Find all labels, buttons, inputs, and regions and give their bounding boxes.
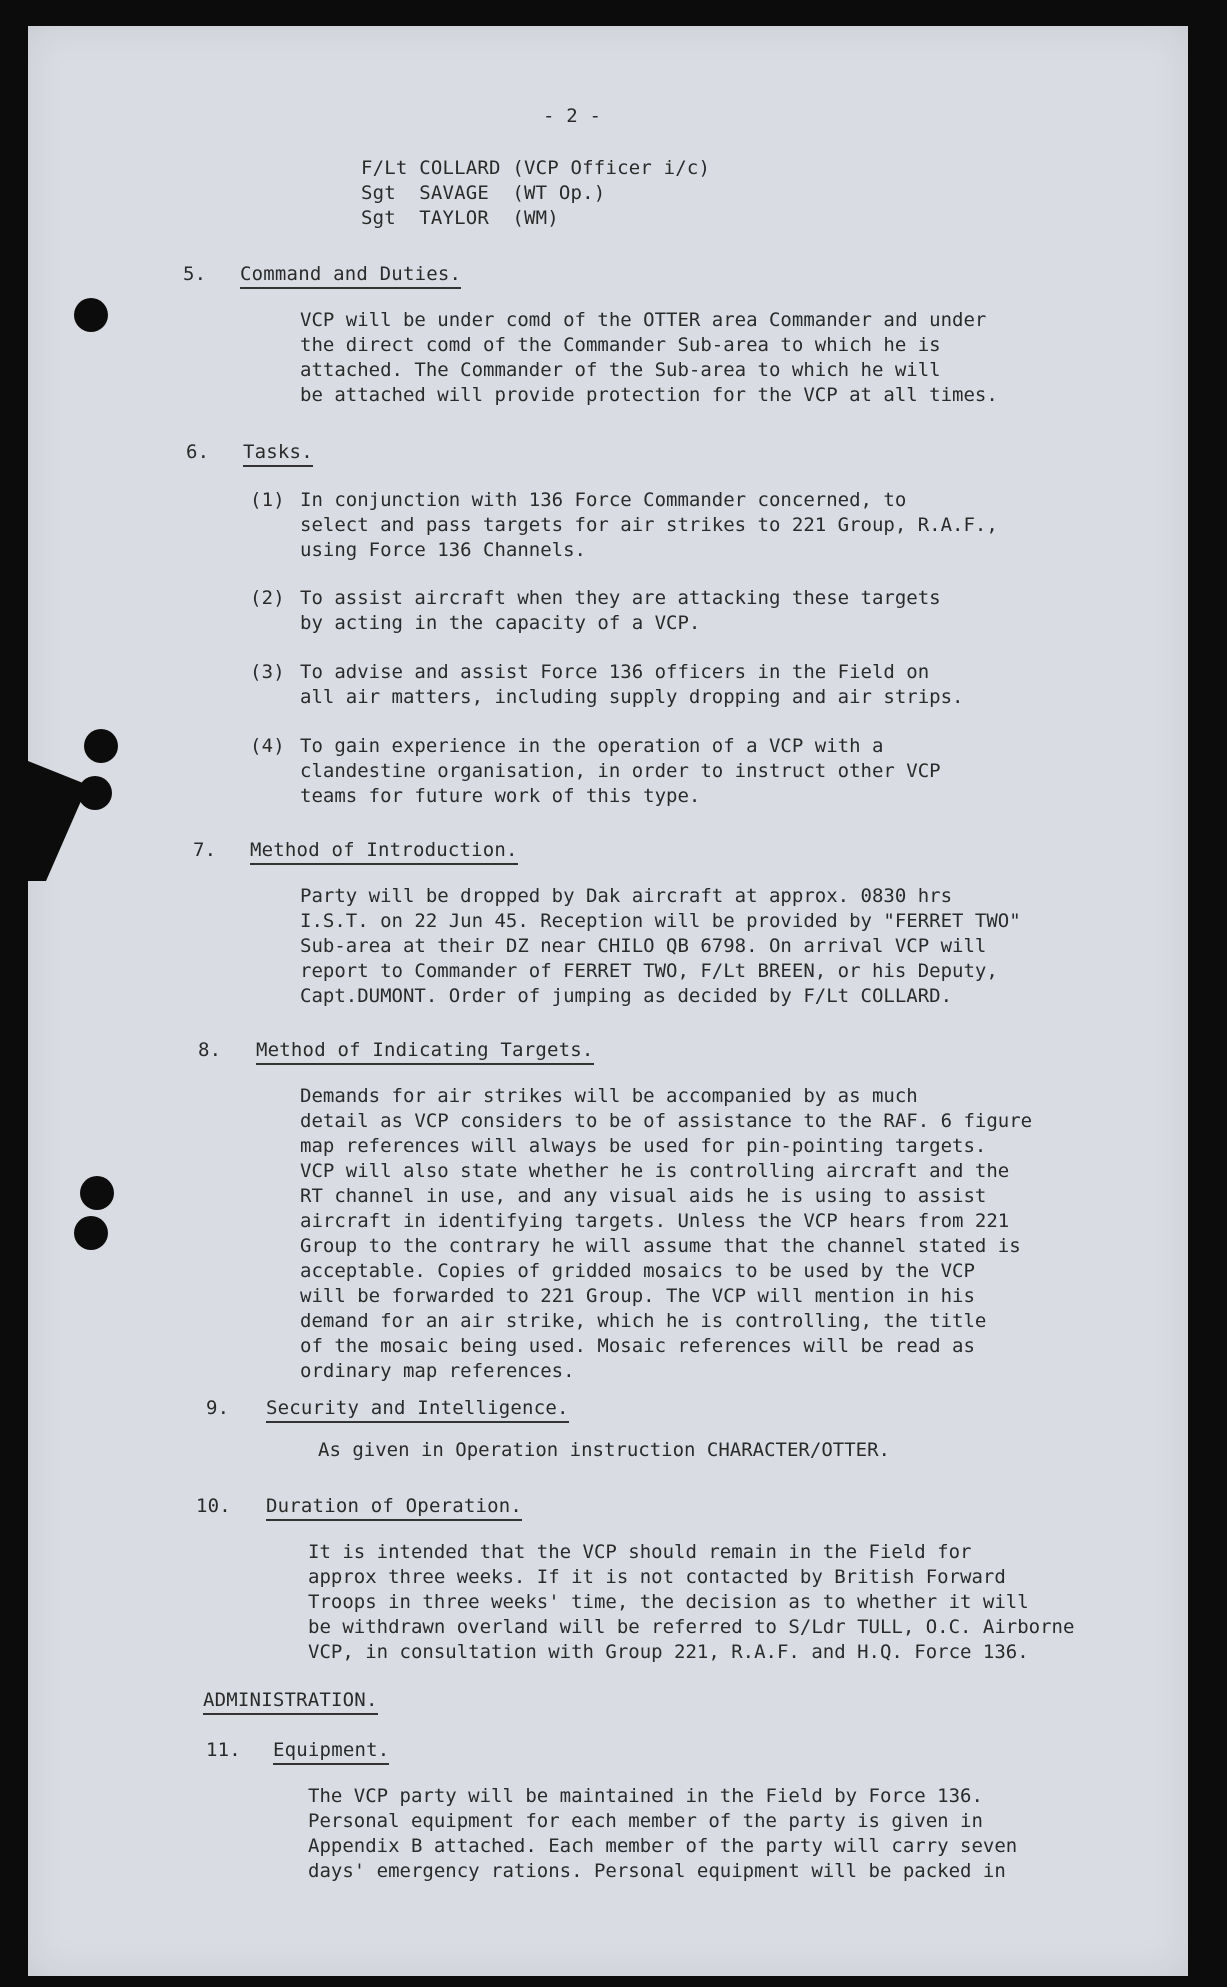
section-number: 9. <box>206 1397 230 1419</box>
task-text: To advise and assist Force 136 officers in the Field on all air matters, including supply dropping and air strips. <box>300 661 964 708</box>
section-title: Method of Indicating Targets. <box>256 1038 594 1063</box>
punch-hole <box>84 729 118 763</box>
section-body: VCP will be under comd of the OTTER area Commander and under the direct comd of the Commander Sub-area to which he is attached. The Commander of the Sub-area to which he will be attached will provide protection for the VCP at all times. <box>300 309 998 406</box>
section-number: 11. <box>206 1739 241 1761</box>
section-body: As given in Operation instruction CHARACTER/OTTER. <box>318 1439 890 1461</box>
task-number: (4) <box>250 735 285 757</box>
punch-hole <box>74 1216 108 1250</box>
personnel-line: F/Lt COLLARD (VCP Officer i/c) <box>361 157 711 179</box>
section-number: 6. <box>186 441 210 463</box>
section-number: 8. <box>198 1039 222 1061</box>
personnel-line: Sgt SAVAGE (WT Op.) <box>361 182 606 204</box>
task-number: (3) <box>250 661 285 683</box>
personnel-line: Sgt TAYLOR (WM) <box>361 207 559 229</box>
page-number: - 2 - <box>543 105 602 127</box>
torn-edge <box>28 761 88 881</box>
admin-heading: ADMINISTRATION. <box>203 1688 378 1713</box>
section-title: Security and Intelligence. <box>266 1396 569 1421</box>
section-body: It is intended that the VCP should remain in the Field for approx three weeks. If it is not contacted by British Forward Troops in three weeks' time, the decision as to whether it will be withdrawn overland will be referred to S/Ldr TULL, O.C. Airborne VCP, in consultation with Group 221, R.A.F. and H.Q. Force 136. <box>308 1541 1075 1663</box>
section-title: Tasks. <box>243 440 313 465</box>
task-number: (1) <box>250 489 285 511</box>
section-body: The VCP party will be maintained in the Field by Force 136. Personal equipment for each member of the party is given in Appendix B attached. Each member of the party will carry seven days' emergency rations. Personal equipment will be packed in <box>308 1785 1018 1882</box>
section-title: Duration of Operation. <box>266 1494 522 1519</box>
section-number: 7. <box>193 839 217 861</box>
section-body: Party will be dropped by Dak aircraft at approx. 0830 hrs I.S.T. on 22 Jun 45. Reception will be provided by "FERRET TWO" Sub-area at their DZ near CHILO QB 6798. On arrival VCP will report to Commander of FERRET TWO, F/Lt BREEN, or his Deputy, Capt.DUMONT. Order of jumping as decided by F/Lt COLLARD. <box>300 885 1021 1007</box>
task-text: In conjunction with 136 Force Commander concerned, to select and pass targets for air strikes to 221 Group, R.A.F., using Force 136 Channels. <box>300 489 998 561</box>
section-title: Method of Introduction. <box>250 838 518 863</box>
punch-hole <box>74 298 108 332</box>
task-text: To gain experience in the operation of a VCP with a clandestine organisation, in order to instruct other VCP teams for future work of this type. <box>300 735 941 807</box>
punch-hole <box>80 1176 114 1210</box>
section-number: 5. <box>183 263 207 285</box>
section-title: Equipment. <box>273 1738 389 1763</box>
task-text: To assist aircraft when they are attacking these targets by acting in the capacity of a VCP. <box>300 587 941 634</box>
document-page <box>28 26 1188 1976</box>
task-number: (2) <box>250 587 285 609</box>
section-number: 10. <box>196 1495 231 1517</box>
section-title: Command and Duties. <box>240 262 461 287</box>
section-body: Demands for air strikes will be accompanied by as much detail as VCP considers to be of assistance to the RAF. 6 figure map references will always be used for pin-pointing targets. VCP will also state whether he is controlling aircraft and the RT channel in use, and any visual aids he is using to assist aircraft in identifying targets. Unless the VCP hears from 221 Group to the contrary he will assume that the channel stated is acceptable. Copies of gridded mosaics to be used by the VCP will be forwarded to 221 Group. The VCP will mention in his demand for an air strike, which he is controlling, the title of the mosaic being used. Mosaic references will be read as ordinary map references. <box>300 1085 1033 1382</box>
